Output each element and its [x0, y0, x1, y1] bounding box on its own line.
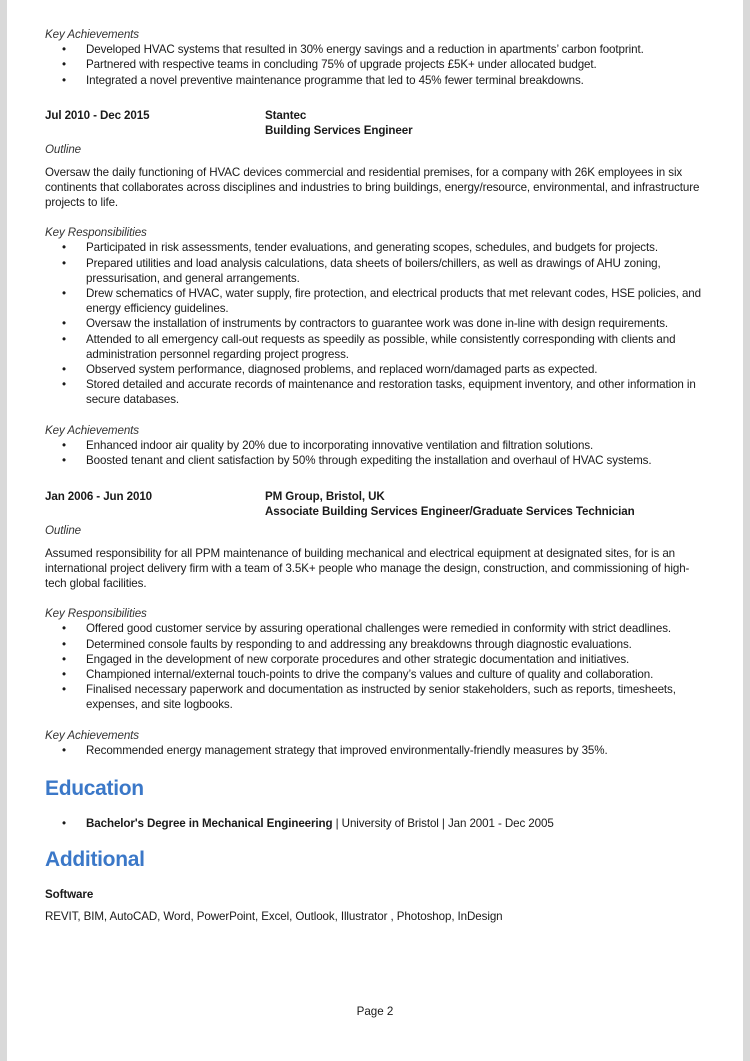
list-item: • Boosted tenant and client satisfaction by 50% through expediting the installation and overhaul of HVAC systems.: [45, 453, 710, 468]
list-item: • Enhanced indoor air quality by 20% due to incorporating innovative ventilation and filtration solutions.: [45, 438, 710, 453]
job-pm-group: [45, 489, 710, 758]
list-item: • Oversaw the installation of instruments by contractors to guarantee work was done in-line with design requirements.: [45, 316, 710, 331]
section-label: Key Achievements: [45, 728, 139, 742]
list-item: • Developed HVAC systems that resulted in 30% energy savings and a reduction in apartments’ carbon footprint.: [45, 42, 710, 57]
list-item: • Championed internal/external touch-points to drive the company’s values and culture of quality and collaboration.: [45, 667, 710, 682]
list-item: • Prepared utilities and load analysis calculations, data sheets of boilers/chillers, as well as drawings of AHU zoning, pressurisation, and general arrangements.: [45, 256, 710, 286]
section-label: Outline: [45, 524, 82, 538]
software-list: REVIT, BIM, AutoCAD, Word, PowerPoint, Excel, Outlook, Illustrator , Photoshop, InDesign: [45, 910, 503, 924]
list-item: • Engaged in the development of new corporate procedures and other strategic documentation and initiatives.: [45, 652, 710, 667]
list-item: • Drew schematics of HVAC, water supply, fire protection, and electrical products that met relevant codes, HSE policies, and energy efficiency guidelines.: [45, 286, 710, 316]
additional-heading: Additional: [45, 848, 145, 871]
job-outline: Assumed responsibility for all PPM maintenance of building mechanical and electrical equipment at designated sites, for is an international project delivery firm with a team of 3.5K+ people who manage the design, construction, and commissioning of high-tech global facilities.: [45, 546, 690, 591]
job-outline: Oversaw the daily functioning of HVAC devices commercial and residential premises, for a company with 26K employees in six continents that collaborates across disciplines and industries to bring buildings, energy/resource, environmental, and infrastructure projects to life.: [45, 165, 700, 210]
job-stantec: [45, 108, 710, 468]
job-company: PM Group, Bristol, UK: [265, 490, 385, 503]
list-item: • Attended to all emergency call-out requests as speedily as possible, while consistently corresponding with clients and administration personnel regarding project progress.: [45, 332, 710, 362]
job-title: Building Services Engineer: [265, 124, 413, 138]
section-label: Key Responsibilities: [45, 607, 147, 621]
list-item: • Offered good customer service by assuring operational challenges were remedied in conformity with strict deadlines.: [45, 621, 710, 636]
section-label: Outline: [45, 143, 82, 157]
resume-page: [7, 0, 743, 1061]
section-label: Key Achievements: [45, 28, 139, 41]
list-item: • Finalised necessary paperwork and documentation as instructed by senior stakeholders, such as reports, timesheets, expenses, and site logbooks.: [45, 682, 710, 712]
education-heading: Education: [45, 777, 144, 800]
section-label: Key Achievements: [45, 423, 139, 437]
job-company: Stantec: [265, 109, 307, 122]
list-item: • Integrated a novel preventive maintenance programme that led to 45% fewer terminal breakdowns.: [45, 73, 710, 88]
list-item: • Recommended energy management strategy that improved environmentally-friendly measures by 35%.: [45, 743, 710, 758]
software-label: Software: [45, 888, 94, 901]
section-label: Key Responsibilities: [45, 226, 147, 240]
list-item: • Participated in risk assessments, tender evaluations, and generating scopes, schedules, and budgets for projects.: [45, 240, 710, 255]
page-number: Page 2: [356, 1005, 394, 1018]
job-dates: Jul 2010 - Dec 2015: [45, 109, 150, 122]
education-section: [45, 816, 710, 831]
list-item: • Determined console faults by responding to and addressing any breakdowns through diagnostic evaluations.: [45, 637, 710, 652]
education-item: [45, 816, 710, 831]
job-title: Associate Building Services Engineer/Graduate Services Technician: [265, 505, 635, 519]
job-dates: Jan 2006 - Jun 2010: [45, 490, 153, 503]
list-item: • Stored detailed and accurate records of maintenance and restoration tasks, equipment inventory, and other information in secure databases.: [45, 377, 710, 407]
list-item: • Partnered with respective teams in concluding 75% of upgrade projects £5K+ under allocated budget.: [45, 57, 710, 72]
additional-section: [45, 887, 710, 924]
degree: Bachelor's Degree in Mechanical Engineering: [86, 817, 333, 830]
prev-job-achievements: [45, 27, 710, 88]
list-item: • Observed system performance, diagnosed problems, and replaced worn/damaged parts as expected.: [45, 362, 710, 377]
degree-details: | University of Bristol | Jan 2001 - Dec 2005: [332, 817, 554, 830]
